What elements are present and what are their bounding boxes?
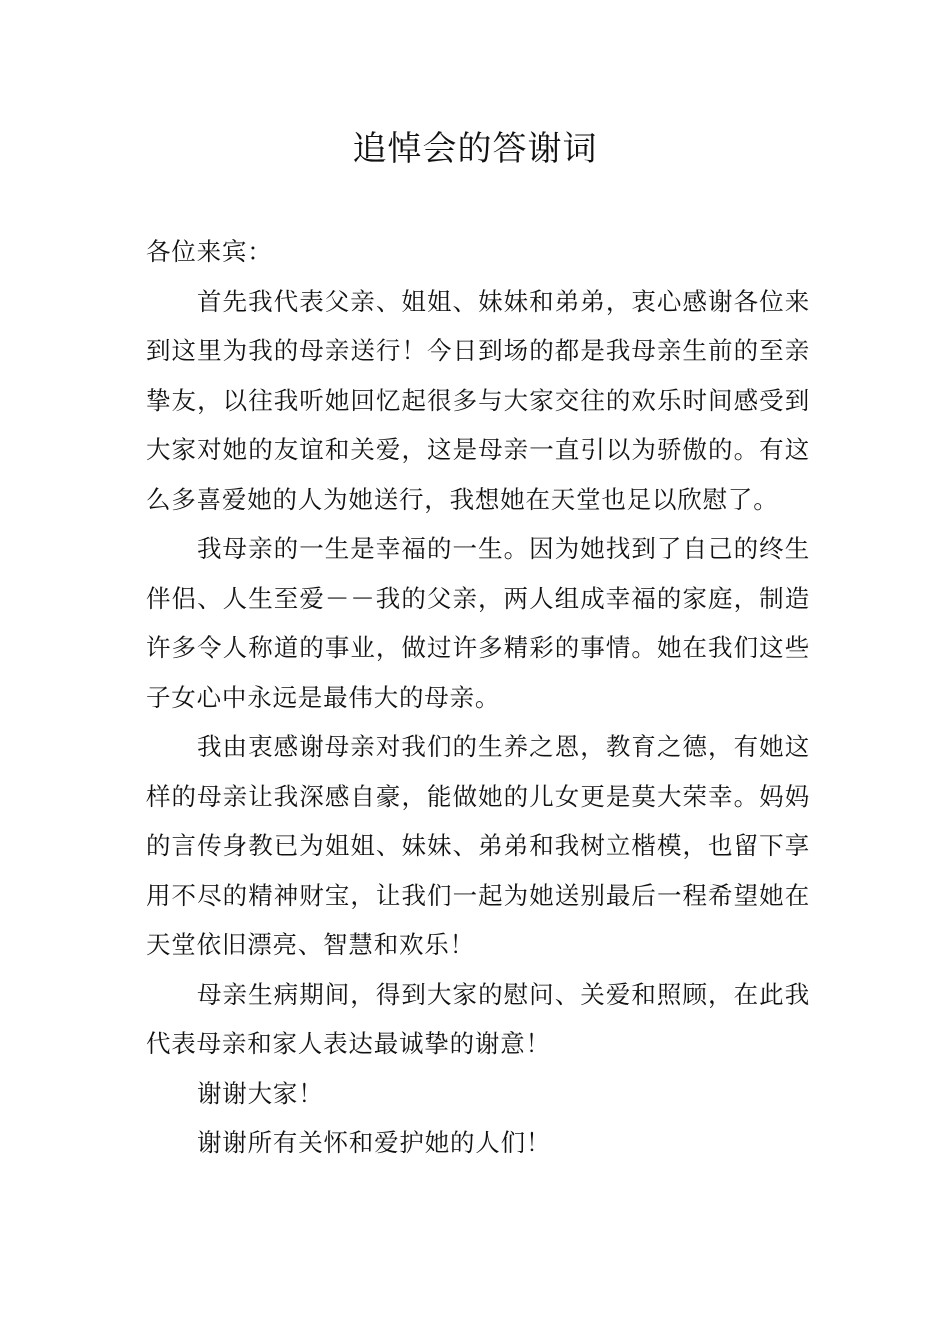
paragraph-gratitude: 我由衷感谢母亲对我们的生养之恩，教育之德，有她这样的母亲让我深感自豪，能做她的儿女更是莫大荣幸。妈妈的言传身教已为姐姐、妹妹、弟弟和我树立楷模，也留下享用不尽的精神财宝，让我们一起为她送别最后一程希望她在天堂依旧漂亮、智慧和欢乐！ bbox=[146, 732, 810, 959]
document-title: 追悼会的答谢词 bbox=[352, 129, 598, 169]
closing-thanks-all: 谢谢所有关怀和爱护她的人们！ bbox=[197, 1128, 552, 1157]
salutation: 各位来宾： bbox=[146, 237, 273, 266]
document-body bbox=[146, 227, 810, 1168]
paragraph-illness-thanks: 母亲生病期间，得到大家的慰问、关爱和照顾，在此我代表母亲和家人表达最诚挚的谢意！ bbox=[146, 979, 810, 1058]
closing-thanks: 谢谢大家！ bbox=[197, 1078, 324, 1108]
paragraph-thanks: 首先我代表父亲、姐姐、妹妹和弟弟，衷心感谢各位来到这里为我的母亲送行！今日到场的都是我母亲生前的至亲挚友，以往我听她回忆起很多与大家交往的欢乐时间感受到大家对她的友谊和关爱，这是母亲一直引以为骄傲的。有这么多喜爱她的人为她送行，我想她在天堂也足以欣慰了。 bbox=[146, 286, 810, 514]
paragraph-happy-life: 我母亲的一生是幸福的一生。因为她找到了自己的终生伴侣、人生至爱－－我的父亲，两人组成幸福的家庭，制造许多令人称道的事业，做过许多精彩的事情。她在我们这些子女心中永远是最伟大的母亲。 bbox=[146, 534, 810, 712]
